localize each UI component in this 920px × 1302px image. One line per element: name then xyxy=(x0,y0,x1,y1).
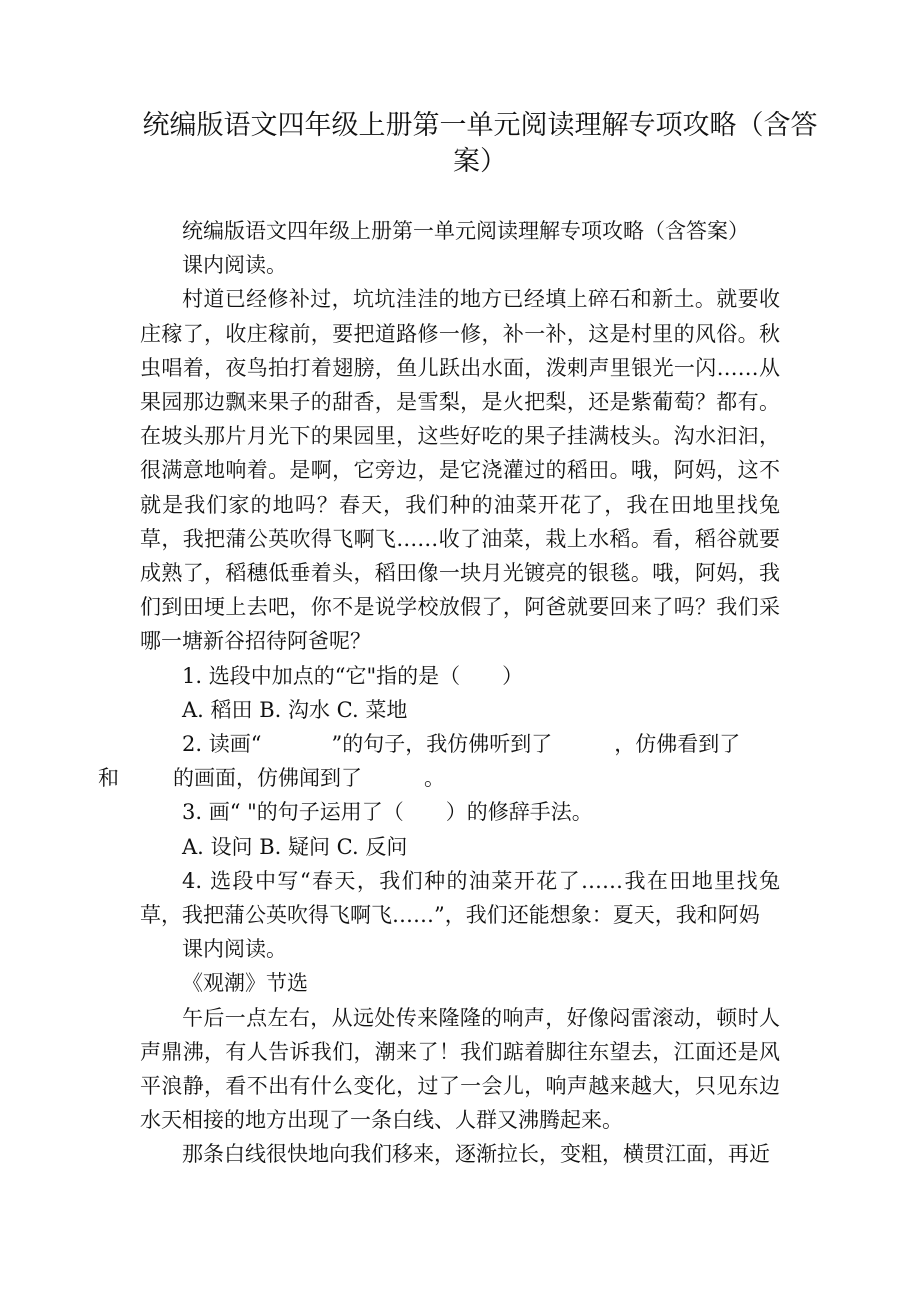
passage-2-title: 《观潮》节选 xyxy=(182,971,308,996)
passage-2-paragraph-1: 午后一点左右，从远处传来隆隆的响声，好像闷雷滚动，顿时人声鼎沸，有人告诉我们，潮来了！我们踮着脚往东望去，江面还是风平浪静，看不出有什么变化，过了一会儿，响声越来越大，只见东边水天相接的地方出现了一条白线、人群又沸腾起来。 xyxy=(140,1005,780,1133)
section-heading-2: 课内阅读。 xyxy=(182,937,287,962)
reading-passage-1: 村道已经修补过，坑坑洼洼的地方已经填上碎石和新土。就要收庄稼了，收庄稼前，要把道路修一修，补一补，这是村里的风俗。秋虫唱着，夜鸟拍打着翅膀，鱼儿跃出水面，泼剌声里银光一闪……从果园那边飘来果子的甜香，是雪梨，是火把梨，还是紫葡萄？都有。在坡头那片月光下的果园里，这些好吃的果子挂满枝头。沟水汩汩，很满意地响着。是啊，它旁边，是它浇灌过的稻田。哦，阿妈，这不就是我们家的地吗？春天，我们种的油菜开花了，我在田地里找兔草，我把蒲公英吹得飞啊飞……收了油菜，栽上水稻。看，稻谷就要成熟了，稻穗低垂着头，稻田像一块月光镀亮的银毯。哦，阿妈，我们到田埂上去吧，你不是说学校放假了，阿爸就要回来了吗？我们采哪一塘新谷招待阿爸呢？ xyxy=(140,287,780,654)
question-1-stem: 1. 选段中加点的“它"指的是（ ） xyxy=(182,663,524,688)
question-3-stem: 3. 画“ "的句子运用了（ ）的修辞手法。 xyxy=(182,800,593,825)
question-2-part1: 2. 读画“ xyxy=(182,732,262,757)
question-2-part5: 的画面，仿佛闻到了 xyxy=(173,766,362,791)
question-3-options: A. 设问 B. 疑问 C. 反问 xyxy=(182,834,408,859)
question-2-part6: 。 xyxy=(424,766,445,791)
question-4-stem: 4. 选段中写“春天，我们种的油菜开花了……我在田地里找兔草，我把蒲公英吹得飞啊飞……”，我们还能想象：夏天，我和阿妈 xyxy=(140,868,780,928)
question-2 xyxy=(98,727,780,795)
passage-2-paragraph-2: 那条白线很快地向我们移来，逐渐拉长，变粗，横贯江面，再近 xyxy=(182,1142,770,1167)
document-subtitle: 统编版语文四年级上册第一单元阅读理解专项攻略（含答案） xyxy=(182,219,749,243)
question-1-options: A. 稻田 B. 沟水 C. 菜地 xyxy=(182,697,408,722)
document-body xyxy=(98,214,780,1172)
question-2-part3: ，仿佛看到了 xyxy=(614,732,741,757)
document-title: 统编版语文四年级上册第一单元阅读理解专项攻略（含答案） xyxy=(142,110,818,177)
question-2-part4: 和 xyxy=(98,766,119,791)
section-heading-1: 课内阅读。 xyxy=(182,253,287,278)
question-2-part2: ”的句子，我仿佛听到了 xyxy=(331,732,553,757)
